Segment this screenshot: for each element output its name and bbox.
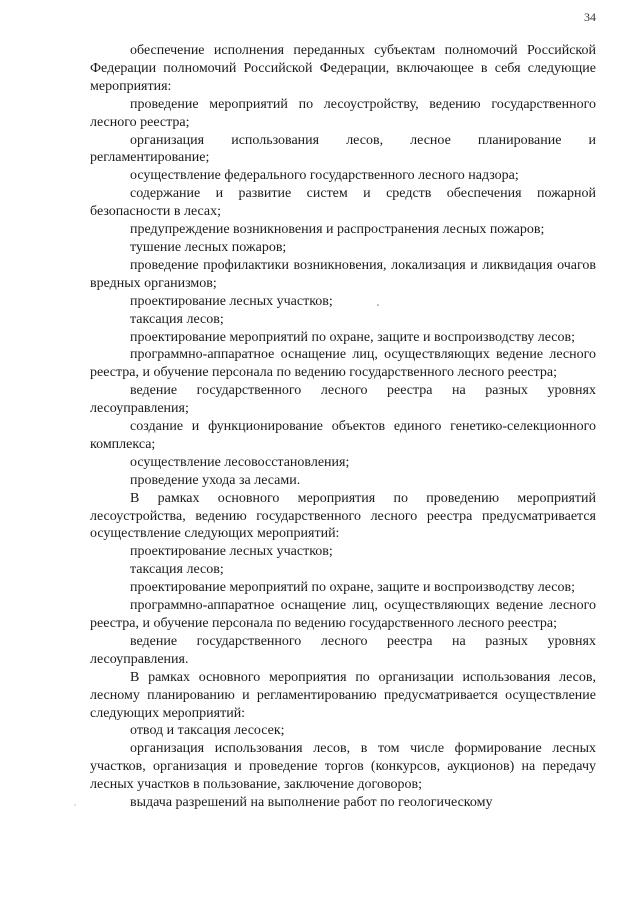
list-item: проектирование лесных участков;	[130, 544, 333, 560]
paragraph: В рамках основного мероприятия по организации использования лесов, лесному планированию и регламентированию предусматривается осуществление следующих мероприятий:	[90, 669, 596, 721]
paragraph: обеспечение исполнения переданных субъектам полномочий Российской Федерации полномочий Российской Федерации, включающее в себя следующие мероприятия:	[90, 43, 596, 94]
list-item: таксация лесов;	[130, 311, 224, 327]
list-item: тушение лесных пожаров;	[130, 239, 287, 255]
list-item: предупреждение возникновения и распространения лесных пожаров;	[130, 222, 545, 238]
list-item: программно-аппаратное оснащение лиц, осуществляющих ведение лесного реестра, и обучение персонала по ведению государственного лесного реестра;	[90, 347, 596, 381]
list-item: ведение государственного лесного реестра на разных уровнях лесоуправления.	[90, 633, 596, 667]
body-text	[90, 42, 596, 812]
list-item: содержание и развитие систем и средств обеспечения пожарной безопасности в лесах;	[90, 186, 596, 220]
list-item: ведение государственного лесного реестра на разных уровнях лесоуправления;	[90, 383, 596, 417]
list-item: организация использования лесов, в том числе формирование лесных участков, организация и проведение торгов (конкурсов, аукционов) на передачу лесных участков в пользование, заключение договоров;	[90, 741, 596, 793]
paragraph: В рамках основного мероприятия по проведению мероприятий лесоустройства, ведению государственного лесного реестра предусматривается осуществление следующих мероприятий:	[90, 490, 596, 542]
list-item: проведение профилактики возникновения, локализация и ликвидация очагов вредных организмов;	[90, 257, 596, 291]
list-item: таксация лесов;	[130, 562, 224, 578]
list-item: проведение ухода за лесами.	[130, 472, 301, 488]
list-item: проектирование мероприятий по охране, защите и воспроизводству лесов;	[130, 329, 575, 345]
list-item: проектирование мероприятий по охране, защите и воспроизводству лесов;	[130, 580, 575, 596]
list-item: выдача разрешений на выполнение работ по геологическому	[130, 795, 493, 811]
list-item: отвод и таксация лесосек;	[130, 723, 285, 739]
page-number: 34	[584, 10, 596, 24]
list-item: проведение мероприятий по лесоустройству, ведению государственного лесного реестра;	[90, 96, 596, 130]
list-item: организация использования лесов, лесное планирование и регламентирование;	[90, 132, 596, 166]
list-item: проектирование лесных участков;	[130, 293, 333, 309]
list-item: осуществление федерального государственного лесного надзора;	[130, 168, 519, 184]
list-item: создание и функционирование объектов единого генетико-селекционного комплекса;	[90, 419, 596, 452]
list-item: осуществление лесовосстановления;	[130, 454, 350, 470]
list-item: программно-аппаратное оснащение лиц, осуществляющих ведение лесного реестра, и обучение персонала по ведению государственного лесного реестра;	[90, 598, 596, 631]
